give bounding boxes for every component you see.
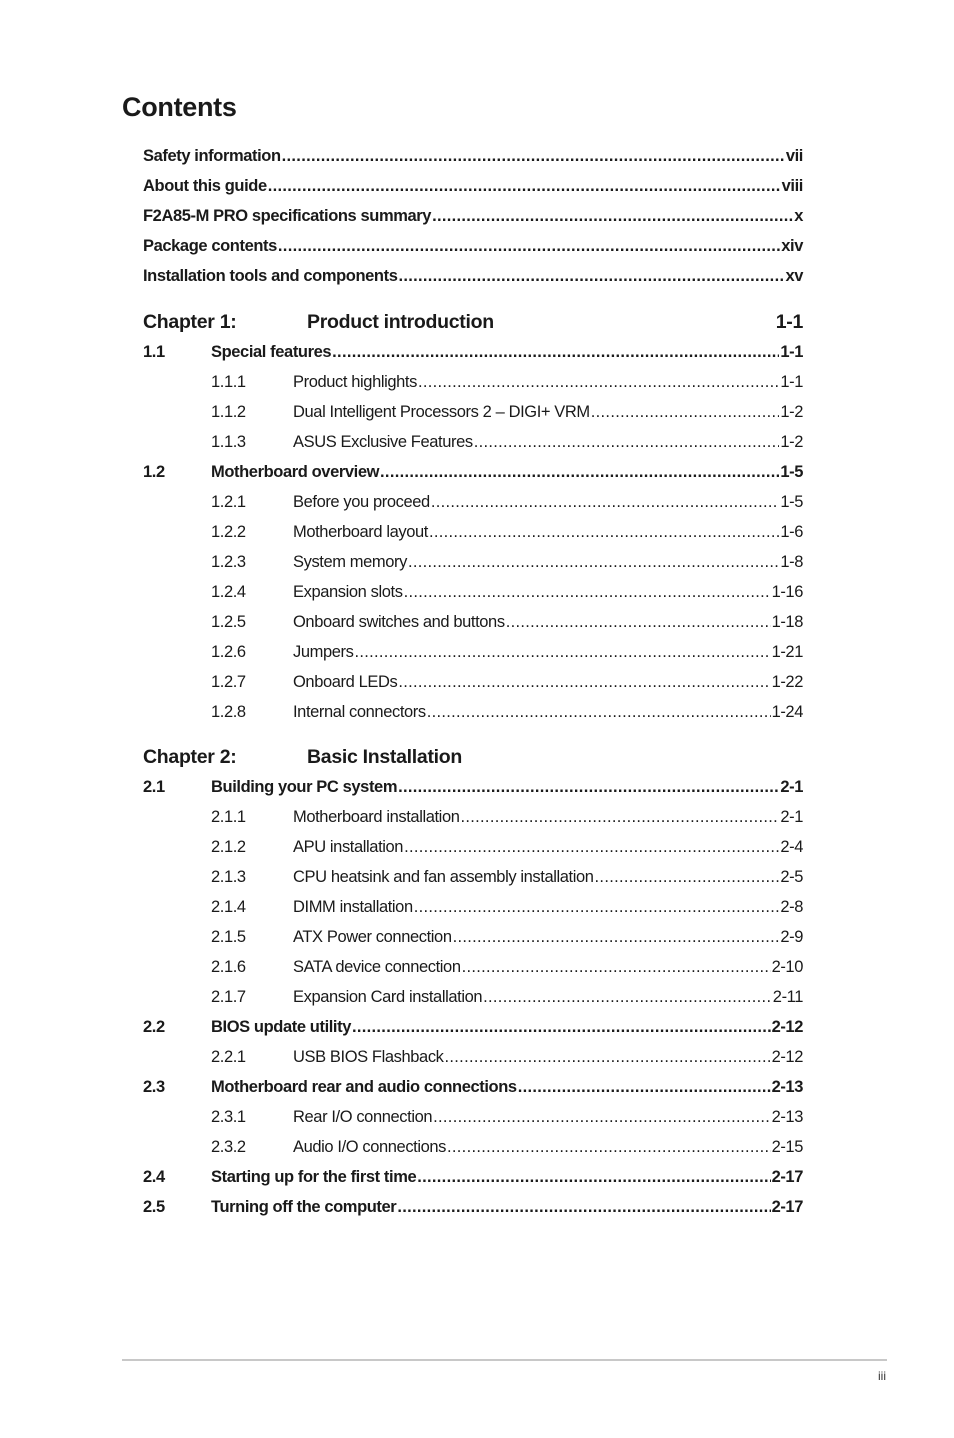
subsection-number: 1.2.8 <box>211 703 246 721</box>
subsection-label: Before you proceed <box>293 493 430 511</box>
subsection-number: 2.1.1 <box>211 808 246 826</box>
subsection-page: 2-13 <box>771 1108 803 1126</box>
dot-leader <box>282 141 785 171</box>
chapter-title: Product introduction <box>307 311 494 333</box>
subsection-number: 2.3.2 <box>211 1138 246 1156</box>
dot-leader <box>397 1192 770 1222</box>
dot-leader <box>380 457 779 487</box>
dot-leader <box>461 802 780 832</box>
subsection-label: APU installation <box>293 838 404 856</box>
toc-subsection-1-1-3[interactable] <box>143 427 803 457</box>
dot-leader <box>268 171 781 201</box>
toc-entry-label: About this guide <box>143 177 267 195</box>
toc-subsection-1-1-2[interactable] <box>143 397 803 427</box>
toc-subsection-2-3-1[interactable] <box>143 1102 803 1132</box>
toc-subsection-1-1-1[interactable] <box>143 367 803 397</box>
toc-entry-specifications-summary[interactable] <box>143 201 803 231</box>
subsection-number: 2.1.5 <box>211 928 246 946</box>
toc-subsection-1-2-1[interactable] <box>143 487 803 517</box>
section-number: 2.1 <box>143 778 165 796</box>
subsection-number: 1.1.2 <box>211 403 246 421</box>
section-page: 1-1 <box>780 343 803 361</box>
subsection-number: 1.2.7 <box>211 673 246 691</box>
toc-entry-page: x <box>794 207 803 225</box>
subsection-page: 1-21 <box>771 643 803 661</box>
subsection-page: 2-10 <box>771 958 803 976</box>
footer-divider <box>122 1359 887 1361</box>
dot-leader <box>352 1012 771 1042</box>
dot-leader <box>354 637 770 667</box>
toc-subsection-1-2-3[interactable] <box>143 547 803 577</box>
dot-leader <box>431 487 780 517</box>
subsection-page: 1-24 <box>771 703 803 721</box>
subsection-label: ATX Power connection <box>293 928 452 946</box>
toc-subsection-1-2-2[interactable] <box>143 517 803 547</box>
toc-entry-about-this-guide[interactable] <box>143 171 803 201</box>
toc-subsection-1-2-7[interactable] <box>143 667 803 697</box>
table-of-contents <box>143 141 803 1222</box>
section-number: 2.4 <box>143 1168 165 1186</box>
subsection-label: Motherboard layout <box>293 523 428 541</box>
dot-leader <box>408 547 779 577</box>
section-number: 2.5 <box>143 1198 165 1216</box>
subsection-number: 1.2.5 <box>211 613 246 631</box>
dot-leader <box>278 231 780 261</box>
subsection-page: 1-5 <box>780 493 803 511</box>
dot-leader <box>414 892 780 922</box>
page-title: Contents <box>122 92 237 122</box>
toc-section-1-2[interactable] <box>143 457 803 487</box>
dot-leader <box>506 607 771 637</box>
section-page: 2-1 <box>780 778 803 796</box>
dot-leader <box>462 952 771 982</box>
subsection-label: DIMM installation <box>293 898 413 916</box>
subsection-page: 2-4 <box>780 838 803 856</box>
chapter-title: Basic Installation <box>307 746 462 768</box>
toc-section-2-5[interactable] <box>143 1192 803 1222</box>
subsection-number: 2.3.1 <box>211 1108 246 1126</box>
toc-subsection-2-1-6[interactable] <box>143 952 803 982</box>
subsection-number: 1.2.4 <box>211 583 246 601</box>
section-number: 1.2 <box>143 463 165 481</box>
dot-leader <box>445 1042 771 1072</box>
subsection-label: Expansion Card installation <box>293 988 483 1006</box>
dot-leader <box>417 1162 770 1192</box>
section-page: 2-17 <box>771 1198 803 1216</box>
dot-leader <box>418 367 779 397</box>
subsection-number: 1.2.3 <box>211 553 246 571</box>
chapter-heading-1[interactable] <box>143 307 803 337</box>
subsection-label: Dual Intelligent Processors 2 – DIGI+ VRM <box>293 403 590 421</box>
dot-leader <box>432 201 793 231</box>
section-label: Turning off the computer <box>211 1198 397 1216</box>
subsection-page: 2-5 <box>780 868 803 886</box>
subsection-label: Product highlights <box>293 373 417 391</box>
subsection-page: 2-15 <box>771 1138 803 1156</box>
subsection-label: CPU heatsink and fan assembly installation <box>293 868 594 886</box>
dot-leader <box>447 1132 771 1162</box>
subsection-number: 2.1.2 <box>211 838 246 856</box>
toc-subsection-2-1-7[interactable] <box>143 982 803 1012</box>
subsection-page: 2-12 <box>771 1048 803 1066</box>
section-number: 1.1 <box>143 343 165 361</box>
subsection-page: 2-11 <box>772 988 803 1006</box>
toc-entry-label: F2A85-M PRO specifications summary <box>143 207 432 225</box>
subsection-label: Internal connectors <box>293 703 426 721</box>
toc-subsection-2-1-3[interactable] <box>143 862 803 892</box>
toc-subsection-2-2-1[interactable] <box>143 1042 803 1072</box>
chapter-number: Chapter 2: <box>143 746 237 768</box>
subsection-label: Jumpers <box>293 643 354 661</box>
subsection-label: SATA device connection <box>293 958 461 976</box>
subsection-number: 1.2.6 <box>211 643 246 661</box>
subsection-number: 2.2.1 <box>211 1048 246 1066</box>
dot-leader <box>518 1072 771 1102</box>
toc-entry-safety-information[interactable] <box>143 141 803 171</box>
toc-section-2-2[interactable] <box>143 1012 803 1042</box>
toc-entry-label: Safety information <box>143 147 281 165</box>
toc-subsection-2-1-1[interactable] <box>143 802 803 832</box>
subsection-number: 2.1.7 <box>211 988 246 1006</box>
subsection-number: 1.1.3 <box>211 433 246 451</box>
dot-leader <box>591 397 780 427</box>
dot-leader <box>483 982 772 1012</box>
toc-entry-page: vii <box>785 147 803 165</box>
toc-section-1-1[interactable] <box>143 337 803 367</box>
subsection-page: 1-1 <box>780 373 803 391</box>
section-number: 2.3 <box>143 1078 165 1096</box>
subsection-label: Expansion slots <box>293 583 403 601</box>
subsection-number: 2.1.4 <box>211 898 246 916</box>
section-label: Starting up for the first time <box>211 1168 417 1186</box>
subsection-page: 1-2 <box>780 403 803 421</box>
toc-section-2-3[interactable] <box>143 1072 803 1102</box>
dot-leader <box>398 261 784 291</box>
toc-subsection-1-2-8[interactable] <box>143 697 803 727</box>
toc-subsection-1-2-6[interactable] <box>143 637 803 667</box>
subsection-page: 1-2 <box>780 433 803 451</box>
toc-section-2-4[interactable] <box>143 1162 803 1192</box>
toc-entry-page: viii <box>781 177 803 195</box>
toc-entry-package-contents[interactable] <box>143 231 803 261</box>
toc-entry-page: xv <box>785 267 803 285</box>
subsection-number: 1.2.2 <box>211 523 246 541</box>
toc-entry-label: Package contents <box>143 237 277 255</box>
toc-subsection-1-2-5[interactable] <box>143 607 803 637</box>
toc-section-2-1[interactable] <box>143 772 803 802</box>
subsection-number: 2.1.3 <box>211 868 246 886</box>
subsection-label: ASUS Exclusive Features <box>293 433 473 451</box>
subsection-page: 2-1 <box>780 808 803 826</box>
toc-subsection-1-2-4[interactable] <box>143 577 803 607</box>
dot-leader <box>398 772 779 802</box>
chapter-heading-2[interactable] <box>143 742 803 772</box>
subsection-label: Rear I/O connection <box>293 1108 433 1126</box>
dot-leader <box>433 1102 770 1132</box>
dot-leader <box>474 427 780 457</box>
toc-subsection-2-3-2[interactable] <box>143 1132 803 1162</box>
toc-entry-installation-tools[interactable] <box>143 261 803 291</box>
dot-leader <box>429 517 779 547</box>
subsection-number: 1.2.1 <box>211 493 246 511</box>
subsection-number: 1.1.1 <box>211 373 246 391</box>
toc-entry-page: xiv <box>781 237 803 255</box>
dot-leader <box>332 337 779 367</box>
toc-subsection-2-1-5[interactable] <box>143 922 803 952</box>
subsection-label: USB BIOS Flashback <box>293 1048 444 1066</box>
subsection-page: 1-22 <box>771 673 803 691</box>
subsection-label: Onboard LEDs <box>293 673 398 691</box>
toc-subsection-2-1-2[interactable] <box>143 832 803 862</box>
dot-leader <box>595 862 780 892</box>
section-page: 2-12 <box>771 1018 803 1036</box>
subsection-page: 1-18 <box>771 613 803 631</box>
section-page: 2-13 <box>771 1078 803 1096</box>
subsection-label: Audio I/O connections <box>293 1138 447 1156</box>
subsection-page: 1-16 <box>771 583 803 601</box>
dot-leader <box>404 577 771 607</box>
toc-entry-label: Installation tools and components <box>143 267 398 285</box>
subsection-label: Onboard switches and buttons <box>293 613 505 631</box>
section-number: 2.2 <box>143 1018 165 1036</box>
section-label: BIOS update utility <box>211 1018 351 1036</box>
chapter-page: 1-1 <box>775 311 803 333</box>
section-label: Motherboard overview <box>211 463 380 481</box>
section-page: 1-5 <box>780 463 803 481</box>
subsection-page: 1-8 <box>780 553 803 571</box>
subsection-page: 1-6 <box>780 523 803 541</box>
subsection-label: Motherboard installation <box>293 808 460 826</box>
subsection-label: System memory <box>293 553 407 571</box>
chapter-number: Chapter 1: <box>143 311 237 333</box>
section-label: Special features <box>211 343 332 361</box>
subsection-number: 2.1.6 <box>211 958 246 976</box>
section-page: 2-17 <box>771 1168 803 1186</box>
dot-leader <box>398 667 770 697</box>
dot-leader <box>404 832 779 862</box>
dot-leader <box>453 922 780 952</box>
page-number: iii <box>878 1369 886 1383</box>
subsection-page: 2-9 <box>780 928 803 946</box>
subsection-page: 2-8 <box>780 898 803 916</box>
dot-leader <box>427 697 771 727</box>
toc-subsection-2-1-4[interactable] <box>143 892 803 922</box>
section-label: Building your PC system <box>211 778 398 796</box>
section-label: Motherboard rear and audio connections <box>211 1078 517 1096</box>
